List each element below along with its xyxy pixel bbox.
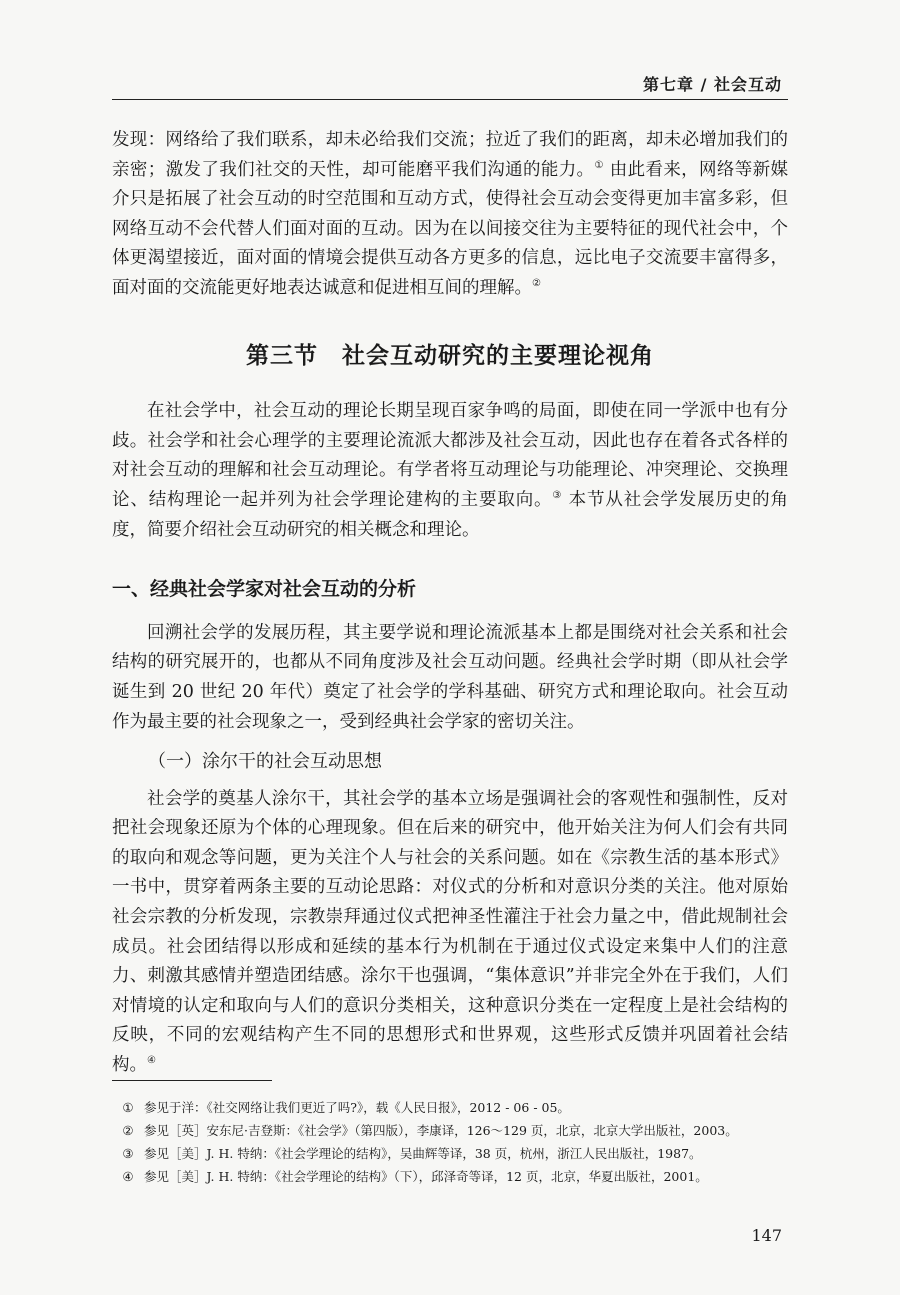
paragraph-classic: 回溯社会学的发展历程，其主要学说和理论流派基本上都是围绕对社会关系和社会结构的研究展开的，也都从不同角度涉及社会互动问题。经典社会学时期（即从社会学诞生到 20 世纪 20 年代）奠定了社会学的学科基础、研究方式和理论取向。社会互动作为最主要的社会现象之一，受到经典社会学家的密切关注。: [112, 622, 788, 732]
footnote-mark: ③: [122, 1146, 134, 1161]
footnote-rule: [112, 1080, 272, 1081]
footnotes: [112, 1097, 788, 1189]
footnote-mark: ①: [122, 1100, 134, 1115]
page-number: 147: [751, 1226, 782, 1245]
section-title: 第三节 社会互动研究的主要理论视角: [246, 342, 654, 369]
running-head: 第七章 / 社会互动: [643, 75, 782, 94]
paragraph-durkheim: [112, 785, 788, 1081]
paragraph-section-text-b: 本节从社会学发展历史的角度，简要介绍社会互动研究的相关概念和理论。: [112, 489, 789, 540]
footnote-ref-1[interactable]: ①: [594, 159, 604, 171]
paragraph-section: [112, 397, 788, 545]
body-text: [112, 126, 788, 1081]
footnote-text: 参见［美］J. H. 特纳：《社会学理论的结构》（下），邱泽奇等译，12 页，北京，华夏出版社，2001。: [144, 1169, 708, 1184]
footnote-text: 参见［英］安东尼·吉登斯：《社会学》（第四版），李康译，126～129 页，北京，北京大学出版社，2003。: [144, 1123, 738, 1138]
footnote-text: 参见于洋：《社交网络让我们更近了吗?》，载《人民日报》，2012 - 06 - 05。: [144, 1100, 570, 1115]
paragraph-durkheim-text: 社会学的奠基人涂尔干，其社会学的基本立场是强调社会的客观性和强制性，反对把社会现象还原为个体的心理现象。但在后来的研究中，他开始关注为何人们会有共同的取向和观念等问题，更为关注个人与社会的关系问题。如在《宗教生活的基本形式》一书中，贯穿着两条主要的互动论思路：对仪式的分析和对意识分类的关注。他对原始社会宗教的分析发现，宗教崇拜通过仪式把神圣性灌注于社会力量之中，借此规制社会成员。社会团结得以形成和延续的基本行为机制在于通过仪式设定来集中人们的注意力、刺激其感情并塑造团结感。涂尔干也强调，“集体意识”并非完全外在于我们，人们对情境的认定和取向与人们的意识分类相关，这种意识分类在一定程度上是社会结构的反映，不同的宏观结构产生不同的思想形式和世界观，这些形式反馈并巩固着社会结构。: [112, 788, 788, 1076]
footnote-mark: ④: [122, 1169, 134, 1184]
footnote-ref-2[interactable]: ②: [532, 277, 541, 289]
paragraph-intro: [112, 126, 788, 304]
footnote-mark: ②: [122, 1123, 134, 1138]
footnote: [112, 1097, 788, 1118]
footnote: [112, 1120, 788, 1141]
footnote-ref-3[interactable]: ③: [552, 489, 563, 501]
paragraph-section-text: 在社会学中，社会互动的理论长期呈现百家争鸣的局面，即使在同一学派中也有分歧。社会学和社会心理学的主要理论流派大都涉及社会互动，因此也存在着各式各样的对社会互动的理解和社会互动理论。有学者将互动理论与功能理论、冲突理论、交换理论、结构理论一起并列为社会学理论建构的主要取向。: [112, 401, 788, 510]
footnote: [112, 1143, 788, 1164]
footnote-text: 参见［美］J. H. 特纳：《社会学理论的结构》，吴曲辉等译，38 页，杭州，浙江人民出版社，1987。: [144, 1146, 702, 1161]
subsection-title: 一、经典社会学家对社会互动的分析: [112, 578, 417, 601]
paragraph-intro-text: 发现：网络给了我们联系，却未必给我们交流；拉近了我们的距离，却未必增加我们的亲密；激发了我们社交的天性，却可能磨平我们沟通的能力。: [112, 130, 788, 180]
paragraph-intro-text-b: 由此看来，网络等新媒介只是拓展了社会互动的时空范围和互动方式，使得社会互动会变得更加丰富多彩，但网络互动不会代替人们面对面的互动。因为在以间接交往为主要特征的现代社会中，个体更渴望接近，面对面的情境会提供互动各方更多的信息，远比电子交流要丰富得多，面对面的交流能更好地表达诚意和促进相互间的理解。: [112, 159, 789, 298]
footnote-ref-4[interactable]: ④: [147, 1055, 156, 1067]
header-rule: [112, 99, 788, 100]
subsubsection-title: （一）涂尔干的社会互动思想: [148, 751, 382, 773]
footnote: [112, 1166, 788, 1187]
